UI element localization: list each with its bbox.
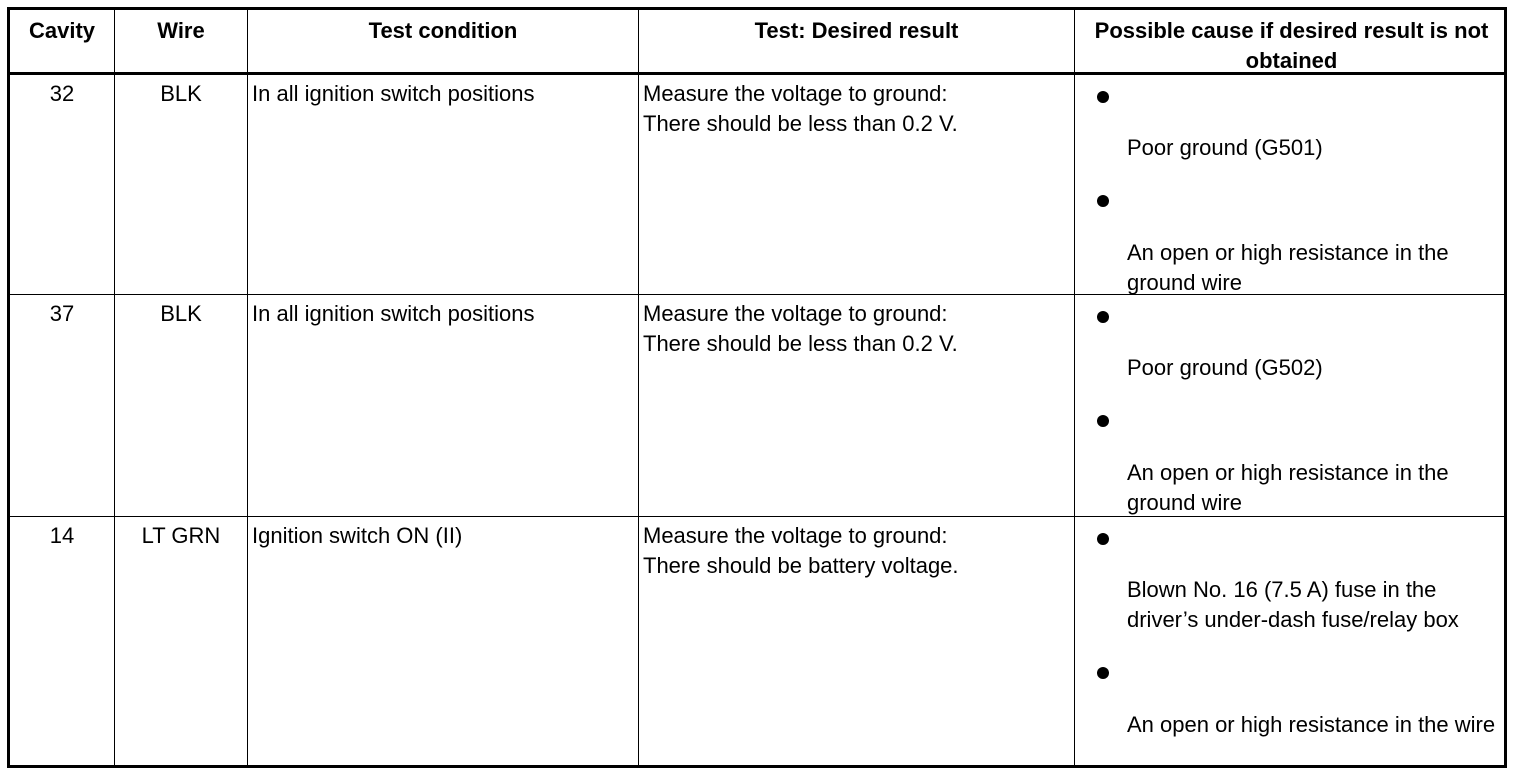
bullet-icon: [1097, 195, 1109, 207]
bullet-icon: [1097, 667, 1109, 679]
wire-cell: BLK: [114, 295, 247, 517]
header-cavity: Cavity: [28, 18, 96, 43]
cause-item: Blown No. 16 (7.5 A) fuse in the driver’s under-dash fuse/relay box: [1127, 577, 1459, 632]
desired-result-cell: [638, 295, 1074, 517]
wire-cell: BLK: [114, 75, 247, 297]
possible-cause-cell: [1074, 517, 1504, 766]
cause-item: An open or high resistance in the ground wire: [1127, 460, 1449, 515]
wire-cell: LT GRN: [114, 517, 247, 766]
header-desired-result: Test: Desired result: [638, 10, 1074, 72]
diagnostic-table: [7, 7, 1507, 768]
bullet-icon: [1097, 415, 1109, 427]
result-line: Measure the voltage to ground:: [643, 81, 948, 106]
possible-cause-cell: [1074, 75, 1504, 297]
header-test-condition: Test condition: [247, 10, 638, 72]
result-line: Measure the voltage to ground:: [643, 523, 948, 548]
header-row: [10, 10, 1504, 72]
result-line: Measure the voltage to ground:: [643, 301, 948, 326]
cavity-cell: 32: [49, 81, 75, 106]
result-line: There should be battery voltage.: [643, 553, 959, 578]
table-row: [10, 294, 1504, 517]
header-wire: Wire: [114, 10, 247, 72]
cause-item: Poor ground (G501): [1127, 135, 1323, 160]
desired-result-cell: [638, 517, 1074, 766]
bullet-icon: [1097, 533, 1109, 545]
table-row: [10, 72, 1504, 297]
header-possible-cause: Possible cause if desired result is not obtained: [1074, 10, 1504, 72]
desired-result-cell: [638, 75, 1074, 297]
table-row: [10, 516, 1504, 766]
result-line: There should be less than 0.2 V.: [643, 111, 958, 136]
bullet-icon: [1097, 91, 1109, 103]
bullet-icon: [1097, 311, 1109, 323]
possible-cause-cell: [1074, 295, 1504, 517]
cause-item: An open or high resistance in the ground wire: [1127, 240, 1449, 295]
cause-item: An open or high resistance in the wire: [1127, 712, 1496, 737]
cavity-cell: 37: [49, 301, 75, 326]
test-condition-cell: In all ignition switch positions: [247, 295, 638, 517]
cause-item: Poor ground (G502): [1127, 355, 1323, 380]
result-line: There should be less than 0.2 V.: [643, 331, 958, 356]
test-condition-cell: Ignition switch ON (II): [247, 517, 638, 766]
cavity-cell: 14: [49, 523, 75, 548]
test-condition-cell: In all ignition switch positions: [247, 75, 638, 297]
